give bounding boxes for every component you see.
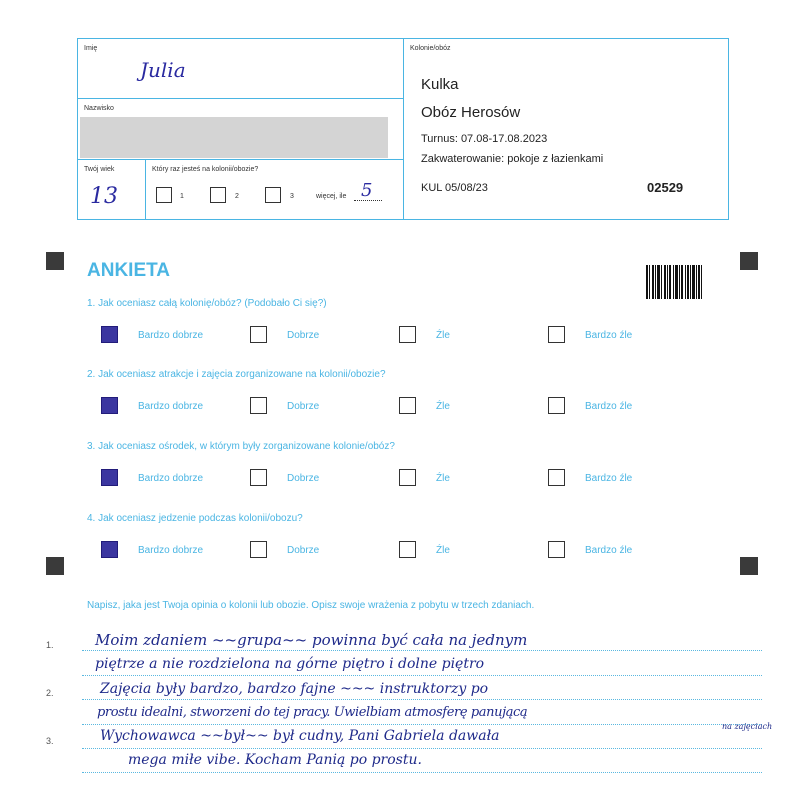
accommodation: Zakwaterowanie: pokoje z łazienkami	[421, 153, 604, 165]
question-text: 1. Jak oceniasz całą kolonię/obóz? (Podobało Ci się?)	[87, 298, 327, 309]
times-option-3: 3	[290, 193, 294, 200]
camp-code: KUL 05/08/23	[421, 182, 488, 194]
handwriting-line-1[interactable]: Moim zdaniem ~~grupa~~ powinna być cała na jednym	[95, 631, 528, 649]
answer-option-label: Bardzo źle	[585, 473, 633, 484]
writing-line	[82, 699, 762, 700]
answer-checkbox[interactable]	[548, 541, 565, 558]
camp-name: Kulka	[421, 76, 459, 93]
answer-option-label: Dobrze	[287, 401, 320, 412]
answer-option-label: Bardzo źle	[585, 545, 633, 556]
answer-checkbox[interactable]	[399, 469, 416, 486]
answer-option-label: Bardzo dobrze	[138, 473, 204, 484]
answer-option-label: Dobrze	[287, 473, 320, 484]
age-divider	[145, 159, 146, 219]
answer-checkbox[interactable]	[548, 326, 565, 343]
answer-option-label: Źle	[436, 401, 450, 412]
answer-option-label: Bardzo źle	[585, 401, 633, 412]
form-number: 02529	[647, 180, 684, 195]
handwriting-line-2[interactable]: piętrze a nie rozdzielona na górne piętro i dolne piętro	[95, 656, 485, 672]
surname-divider	[77, 159, 403, 160]
answer-checkbox[interactable]	[250, 469, 267, 486]
answer-option-label: Dobrze	[287, 330, 320, 341]
times-more-value[interactable]: 5	[361, 180, 373, 201]
turnus: Turnus: 07.08-17.08.2023	[421, 133, 548, 145]
times-option-1: 1	[180, 193, 184, 200]
answer-option-label: Bardzo dobrze	[138, 330, 204, 341]
line-number-1: 1.	[46, 640, 54, 650]
surname-redacted	[80, 117, 388, 158]
corner-marker-top-left	[46, 252, 64, 270]
times-label: Który raz jesteś na kolonii/obozie?	[152, 166, 259, 173]
surname-label: Nazwisko	[84, 105, 114, 112]
writing-line	[82, 675, 762, 676]
answer-checkbox[interactable]	[399, 541, 416, 558]
question-text: 3. Jak oceniasz ośrodek, w którym były zorganizowane kolonie/obóz?	[87, 441, 395, 452]
camp-title: Obóz Herosów	[421, 104, 521, 121]
answer-option-label: Źle	[436, 473, 450, 484]
writing-line	[82, 748, 762, 749]
line-number-3: 3.	[46, 736, 54, 746]
answer-checkbox[interactable]	[250, 397, 267, 414]
answer-checkbox[interactable]	[399, 326, 416, 343]
name-value[interactable]: Julia	[140, 58, 186, 82]
name-divider	[77, 98, 403, 99]
survey-title: ANKIETA	[87, 260, 171, 281]
question-text: 4. Jak oceniasz jedzenie podczas kolonii/obozu?	[87, 513, 303, 524]
header-divider	[403, 38, 404, 219]
barcode	[646, 265, 702, 299]
times-more-label: więcej, ile	[316, 193, 347, 200]
name-label: Imię	[84, 45, 98, 52]
writing-line	[82, 772, 762, 773]
line-number-2: 2.	[46, 688, 54, 698]
answer-option-label: Źle	[436, 545, 450, 556]
answer-checkbox[interactable]	[101, 469, 118, 486]
handwriting-line-4-note[interactable]: na zajęciach	[722, 722, 773, 731]
answer-option-label: Źle	[436, 330, 450, 341]
corner-marker-top-right	[740, 252, 758, 270]
times-checkbox-2[interactable]	[210, 187, 226, 203]
answer-checkbox[interactable]	[101, 326, 118, 343]
answer-option-label: Bardzo dobrze	[138, 401, 204, 412]
handwriting-line-4[interactable]: prostu idealni, stworzeni do tej pracy. Uwielbiam atmosferę panującą	[97, 705, 528, 720]
writing-line	[82, 650, 762, 651]
corner-marker-bottom-right	[740, 557, 758, 575]
answer-checkbox[interactable]	[101, 397, 118, 414]
corner-marker-bottom-left	[46, 557, 64, 575]
answer-checkbox[interactable]	[101, 541, 118, 558]
times-checkbox-1[interactable]	[156, 187, 172, 203]
camp-label: Kolonie/obóz	[410, 45, 451, 52]
opinion-prompt: Napisz, jaka jest Twoja opinia o kolonii lub obozie. Opisz swoje wrażenia z pobytu w trzech zdaniach.	[87, 600, 535, 611]
handwriting-line-6[interactable]: mega miłe vibe. Kocham Panią po prostu.	[128, 752, 422, 768]
answer-checkbox[interactable]	[399, 397, 416, 414]
answer-option-label: Dobrze	[287, 545, 320, 556]
answer-checkbox[interactable]	[548, 397, 565, 414]
handwriting-line-3[interactable]: Zajęcia były bardzo, bardzo fajne ~~~ instruktorzy po	[100, 681, 489, 697]
writing-line	[82, 724, 762, 725]
answer-checkbox[interactable]	[548, 469, 565, 486]
age-label: Twój wiek	[84, 166, 115, 173]
times-option-2: 2	[235, 193, 239, 200]
answer-option-label: Bardzo źle	[585, 330, 633, 341]
age-value[interactable]: 13	[90, 184, 118, 209]
answer-option-label: Bardzo dobrze	[138, 545, 204, 556]
question-text: 2. Jak oceniasz atrakcje i zajęcia zorganizowane na kolonii/obozie?	[87, 369, 386, 380]
handwriting-line-5[interactable]: Wychowawca ~~był~~ był cudny, Pani Gabriela dawała	[100, 728, 500, 744]
answer-checkbox[interactable]	[250, 326, 267, 343]
times-checkbox-3[interactable]	[265, 187, 281, 203]
answer-checkbox[interactable]	[250, 541, 267, 558]
